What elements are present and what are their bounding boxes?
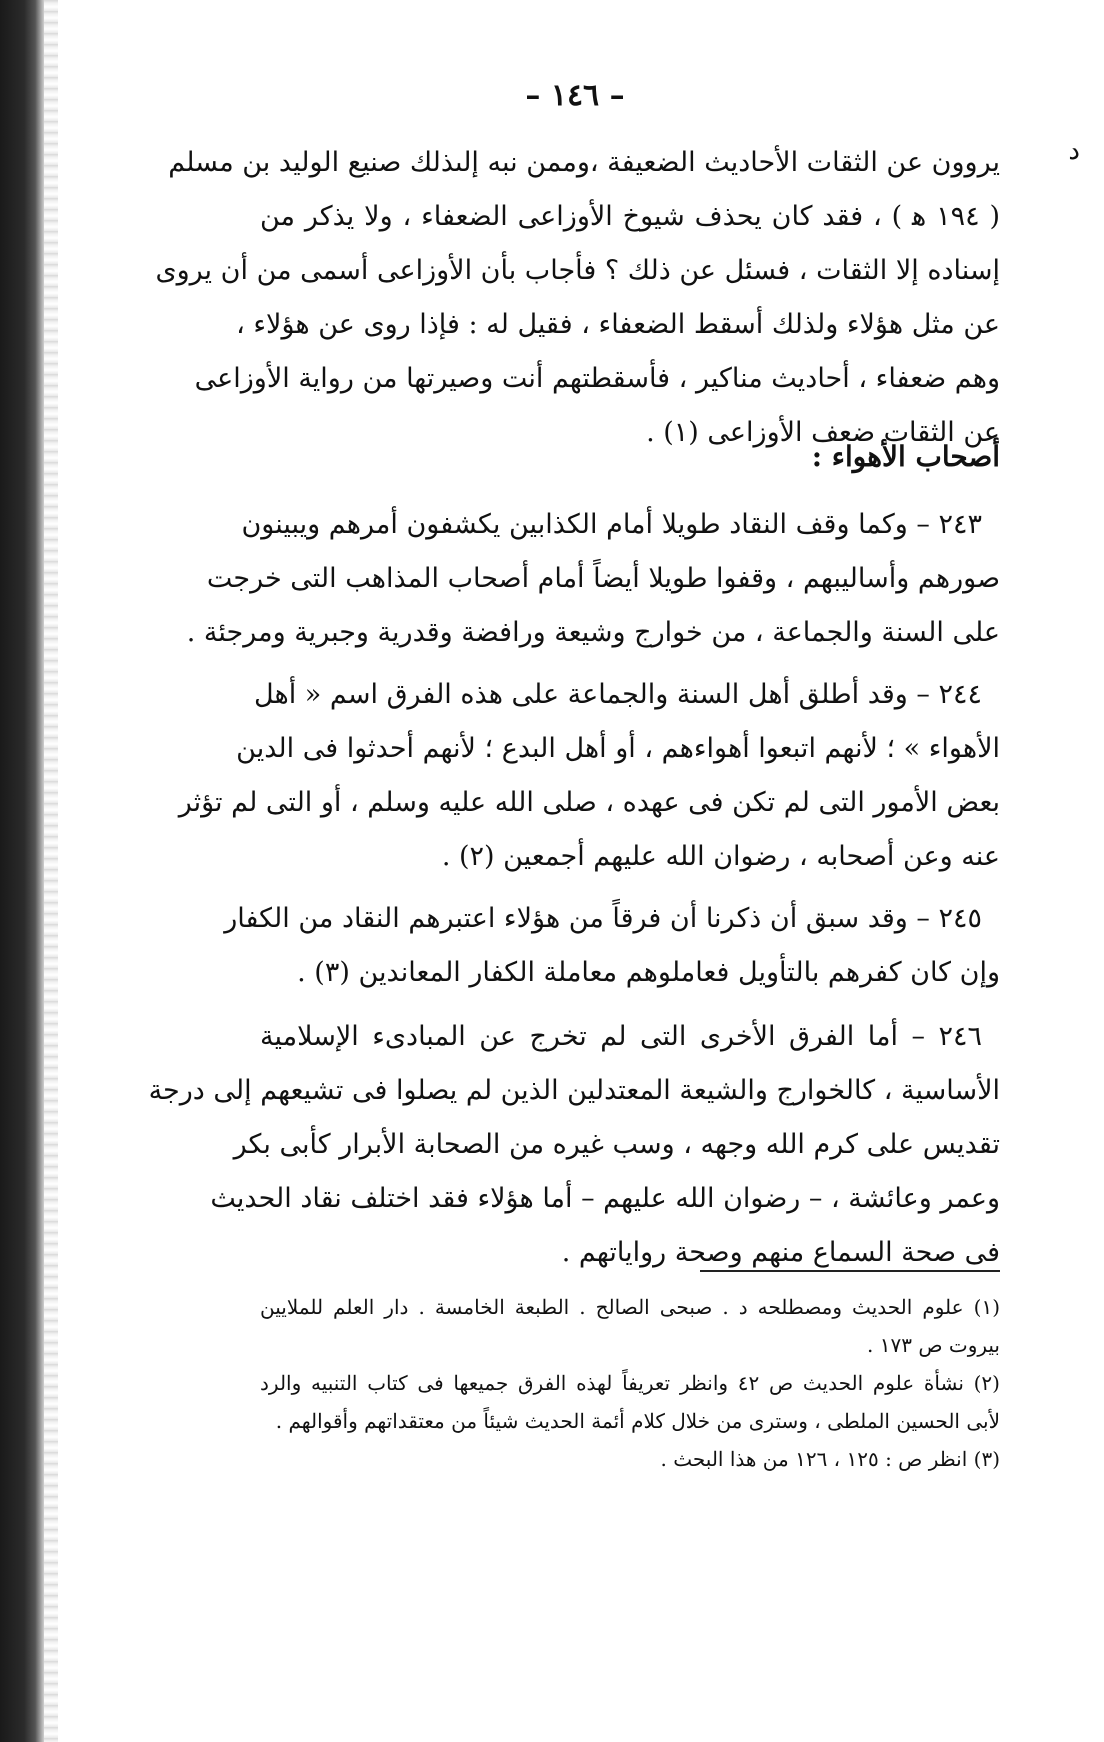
- text-line: الأهواء » ؛ لأنهم اتبعوا أهواءهم ، أو أهل البدع ؛ لأنهم أحدثوا فى الدين: [236, 733, 1000, 764]
- paragraph-244: [178, 668, 1000, 884]
- paragraph-intro: [155, 136, 1000, 460]
- text-line: على السنة والجماعة ، من خوارج وشيعة ورافضة وقدرية وجبرية ومرجئة .: [186, 617, 1000, 648]
- text-line: ( ١٩٤ ﻫ ) ، فقد كان يحذف شيوخ الأوزاعى الضعفاء ، ولا يذكر من: [260, 201, 1000, 232]
- footnote-line: (٣) انظر ص : ١٢٥ ، ١٢٦ من هذا البحث .: [660, 1447, 1000, 1471]
- footnote-line: (٢) نشأة علوم الحديث ص ٤٢ وانظر تعريفاً لهذه الفرق جميعها فى كتاب التنبيه والرد: [260, 1371, 1000, 1395]
- text-line: عنه وعن أصحابه ، رضوان الله عليهم أجمعين (٢) .: [441, 841, 1000, 872]
- text-line: ٢٤٥ – وقد سبق أن ذكرنا أن فرقاً من هؤلاء اعتبرهم النقاد من الكفار: [224, 903, 982, 934]
- text-line: عن الثقات ضعف الأوزاعى (١) .: [646, 417, 1000, 448]
- text-line: ٢٤٣ – وكما وقف النقاد طويلا أمام الكذابين يكشفون أمرهم ويبينون: [241, 509, 982, 540]
- paragraph-243: [186, 498, 1000, 660]
- paragraph-246: [148, 1010, 1000, 1280]
- text-line: وإن كان كفرهم بالتأويل فعاملوهم معاملة الكفار المعاندين (٣) .: [297, 957, 1000, 988]
- scan-binding-edge: [0, 0, 44, 1742]
- footnote-separator: [700, 1270, 1000, 1272]
- text-line: وعمر وعائشة ، – رضوان الله عليهم – أما هؤلاء فقد اختلف نقاد الحديث: [210, 1183, 1000, 1214]
- text-line: إسناده إلا الثقات ، فسئل عن ذلك ؟ فأجاب بأن الأوزاعى أسمى من أن يروى: [155, 255, 1000, 286]
- text-line: الأساسية ، كالخوارج والشيعة المعتدلين الذين لم يصلوا فى تشيعهم إلى درجة: [148, 1075, 1000, 1106]
- scan-edge-noise: [44, 0, 58, 1742]
- footnote-line: لأبى الحسين الملطى ، وسترى من خلال كلام أئمة الحديث شيئاً من معتقداتهم وأقوالهم .: [275, 1409, 1000, 1433]
- text-line: عن مثل هؤلاء ولذلك أسقط الضعفاء ، فقيل له : فإذا روى عن هؤلاء ،: [236, 309, 1000, 340]
- text-line: فى صحة السماع منهم وصحة رواياتهم .: [561, 1237, 1000, 1268]
- text-line: وهم ضعفاء ، أحاديث مناكير ، فأسقطتهم أنت وصيرتها من رواية الأوزاعى: [194, 363, 1000, 394]
- footnote-line: (١) علوم الحديث ومصطلحه د . صبحى الصالح . الطبعة الخامسة . دار العلم للملايين: [260, 1295, 1000, 1319]
- margin-mark: ﺩ: [1068, 136, 1080, 166]
- footnote-line: بيروت ص ١٧٣ .: [867, 1333, 1000, 1357]
- text-line: تقديس على كرم الله وجهه ، وسب غيره من الصحابة الأبرار كأبى بكر: [233, 1129, 1000, 1160]
- paragraph-245: [224, 892, 1000, 1000]
- book-page: [148, 70, 1080, 1710]
- text-line: ٢٤٦ – أما الفرق الأخرى التى لم تخرج عن المبادىء الإسلامية: [260, 1021, 982, 1052]
- text-line: ٢٤٤ – وقد أطلق أهل السنة والجماعة على هذه الفرق اسم « أهل: [254, 679, 982, 710]
- section-heading: أصحاب الأهواء :: [811, 440, 1000, 473]
- text-line: صورهم وأساليبهم ، وقفوا طويلا أيضاً أمام أصحاب المذاهب التى خرجت: [206, 563, 1000, 594]
- text-line: يروون عن الثقات الأحاديث الضعيفة ،وممن نبه إلىذلك صنيع الوليد بن مسلم: [168, 147, 1000, 178]
- page-number: – ١٤٦ –: [525, 78, 625, 113]
- footnotes: [260, 1288, 1000, 1478]
- text-line: بعض الأمور التى لم تكن فى عهده ، صلى الله عليه وسلم ، أو التى لم تؤثر: [178, 787, 1000, 818]
